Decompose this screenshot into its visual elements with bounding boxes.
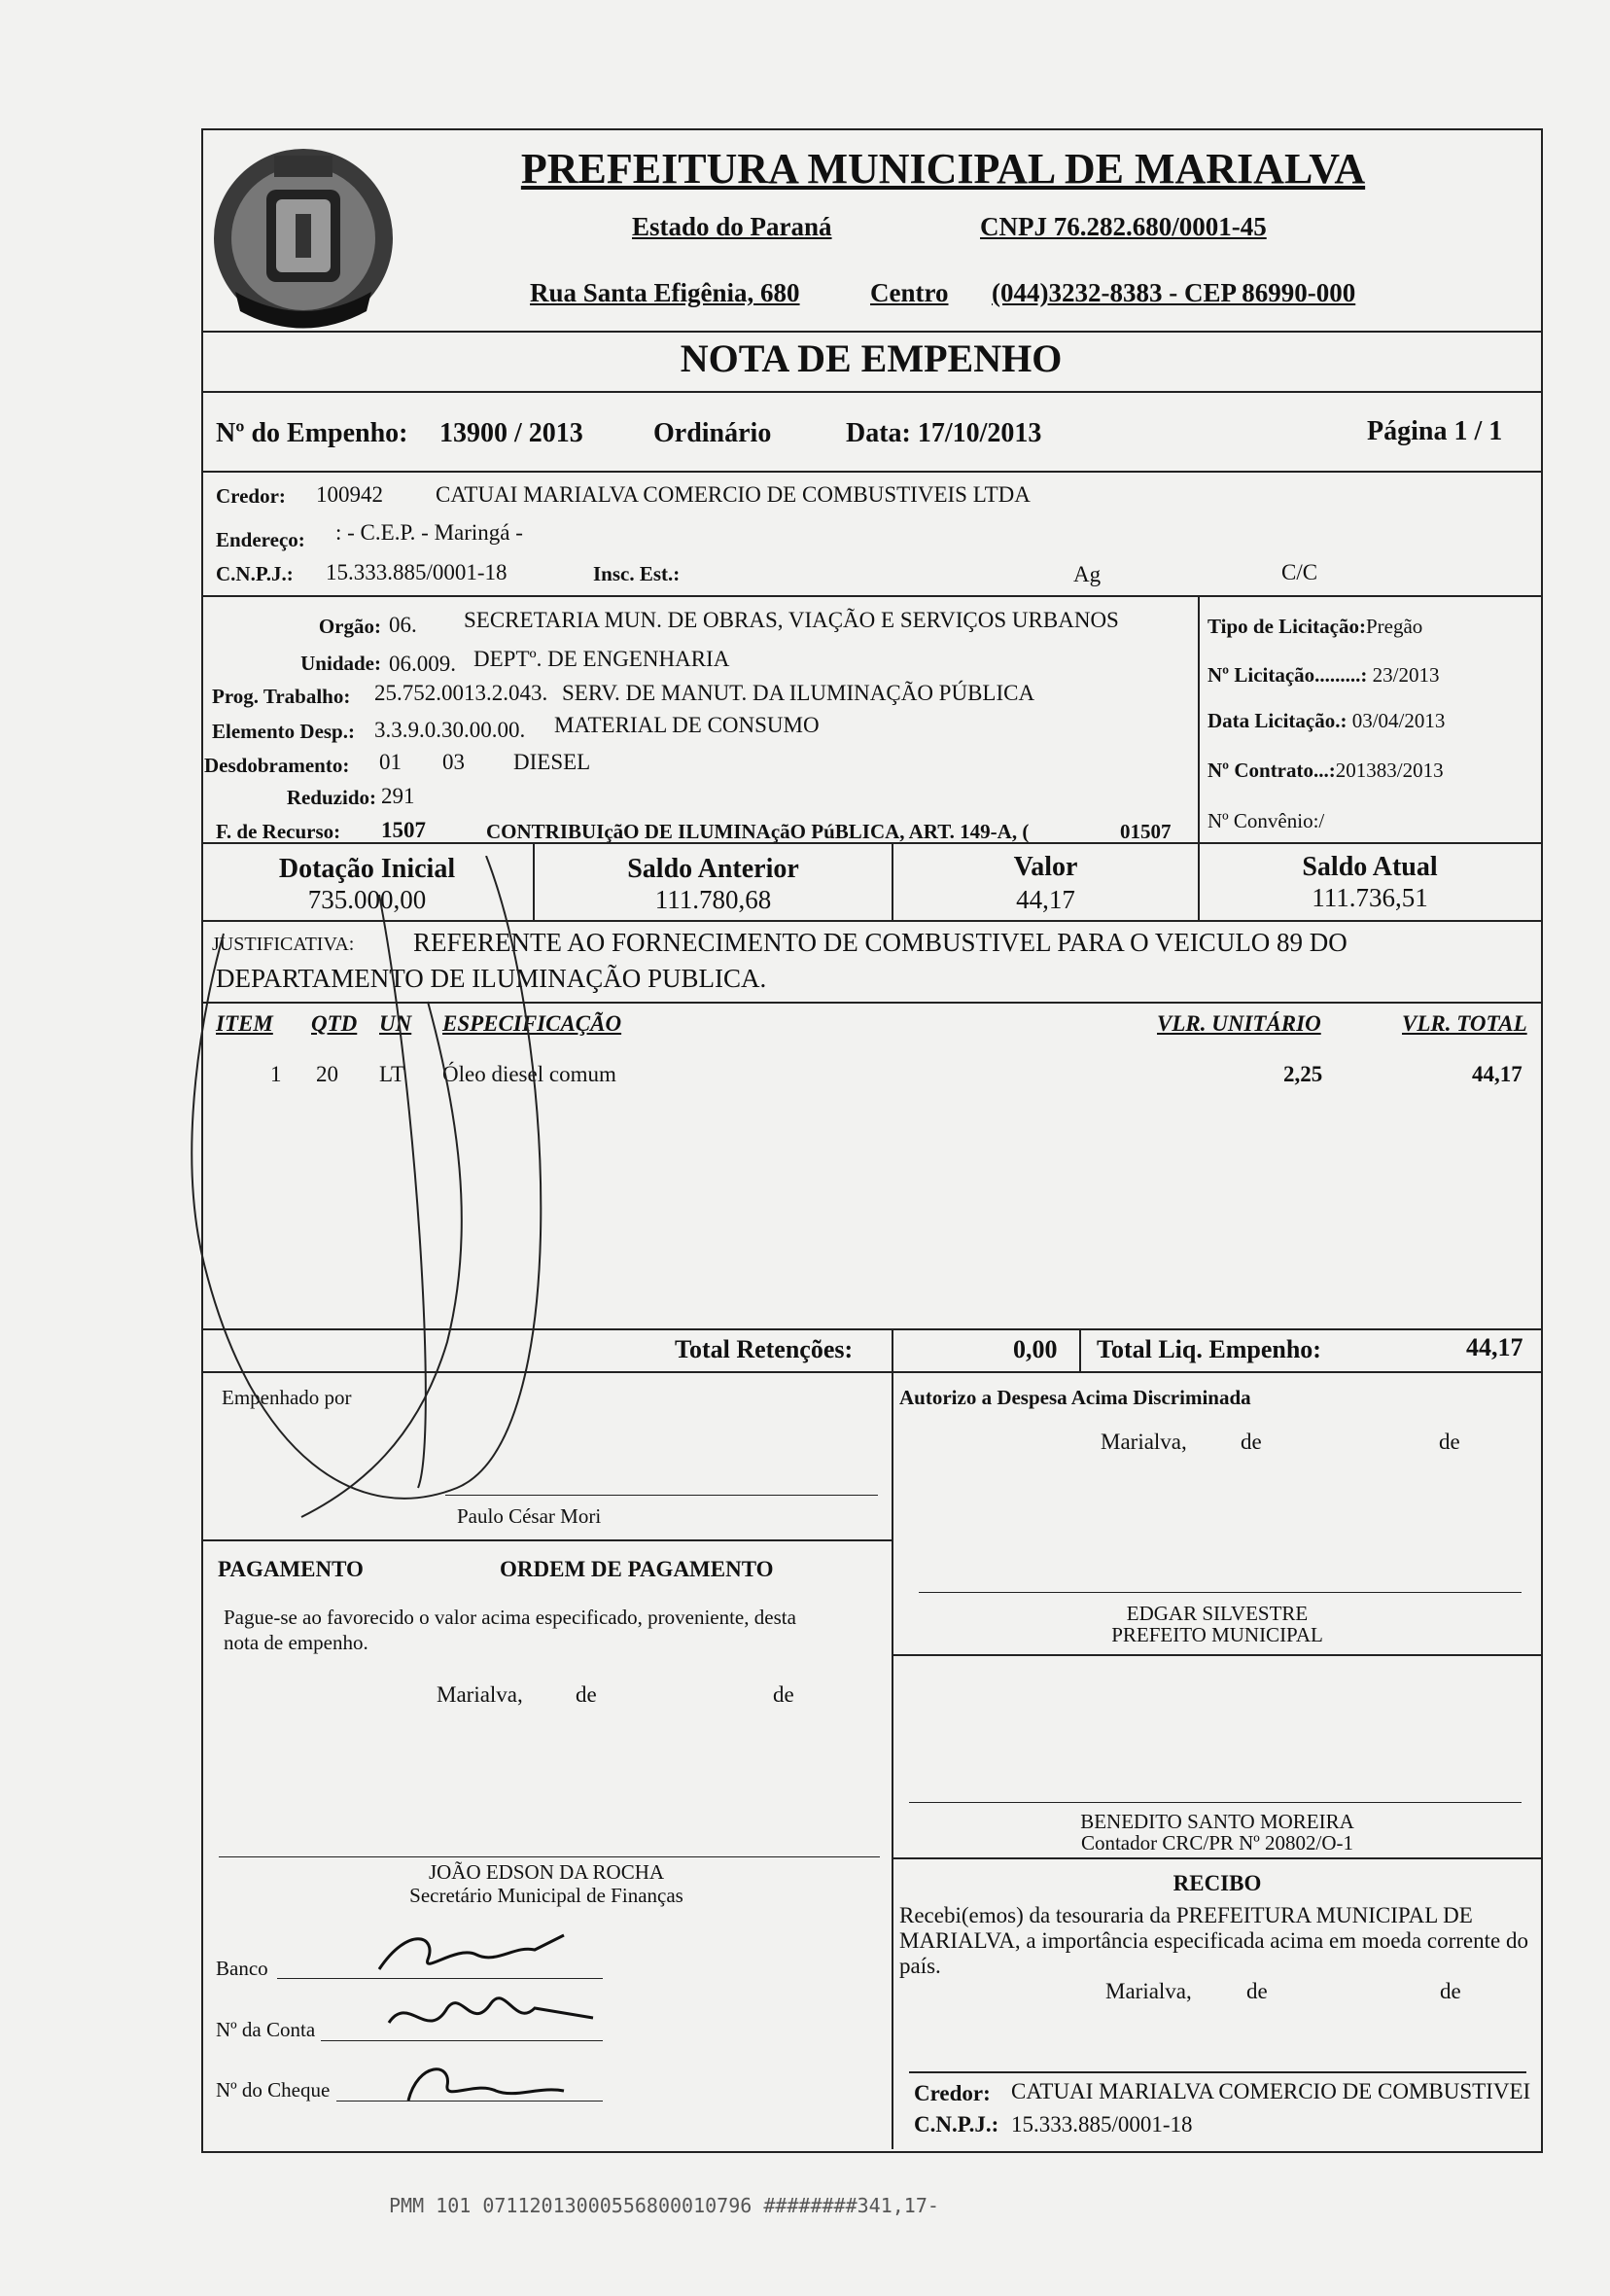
recurso-code: 1507 [381, 818, 426, 842]
autorizo-date-de-1: de [1241, 1430, 1262, 1454]
prog-desc: SERV. DE MANUT. DA ILUMINAÇÃO PÚBLICA [562, 681, 1035, 705]
contador-name: BENEDITO SANTO MOREIRA [1080, 1810, 1354, 1833]
empenho-number: 13900 / 2013 [439, 418, 583, 448]
col-header-item: ITEM [216, 1011, 273, 1036]
insc-est-label: Insc. Est.: [593, 562, 681, 585]
saldo-anterior-value: 111.780,68 [654, 885, 772, 914]
elemento-desc: MATERIAL DE CONSUMO [554, 713, 820, 737]
reduzido-value: 291 [381, 784, 415, 808]
data-licitacao-label: Data Licitação.: [1208, 709, 1352, 732]
pagamento-text-2: nota de empenho. [224, 1631, 368, 1654]
dotacao-inicial-label: Dotação Inicial [278, 854, 456, 884]
contrato-label: Nº Contrato...: [1208, 759, 1336, 782]
liquido-value: 44,17 [1466, 1333, 1523, 1361]
retencoes-label: Total Retenções: [675, 1335, 854, 1363]
divider [892, 1328, 893, 1371]
signature-line [219, 1856, 880, 1857]
row-qtd: 20 [316, 1062, 338, 1086]
row-unit-price: 2,25 [1283, 1062, 1323, 1086]
desdobramento-b: 03 [442, 750, 465, 774]
ink-stroke-mark [165, 856, 651, 1537]
pagamento-date-de-2: de [773, 1682, 794, 1707]
saldo-atual-label: Saldo Atual [1302, 852, 1438, 882]
pagamento-label: PAGAMENTO [218, 1557, 364, 1581]
divider [201, 331, 1541, 333]
banco-label: Banco [216, 1957, 268, 1980]
orgao-desc: SECRETARIA MUN. DE OBRAS, VIAÇÃO E SERVIÇOS URBANOS [464, 608, 1119, 632]
tipo-licitacao-value: Pregão [1365, 615, 1423, 638]
divider [201, 471, 1541, 473]
valor-label: Valor [1013, 852, 1078, 882]
contador-role: Contador CRC/PR Nº 20802/O-1 [1080, 1831, 1354, 1854]
pagamento-date-city: Marialva, [437, 1682, 523, 1707]
header-state: Estado do Paraná [632, 212, 832, 241]
handwritten-signature-marks [369, 1916, 622, 2120]
recibo-credor-value: CATUAI MARIALVA COMERCIO DE COMBUSTIVEI [1011, 2079, 1531, 2103]
retencoes-value: 0,00 [1013, 1335, 1058, 1363]
footer-code: PMM 101 07112013000556800010796 ########341,17- [389, 2194, 939, 2217]
recibo-line-1: Recebi(emos) da tesouraria da PREFEITURA MUNICIPAL DE [899, 1903, 1473, 1927]
divider [892, 1654, 1541, 1656]
empenho-date: Data: 17/10/2013 [846, 418, 1042, 448]
convenio-label: Nº Convênio:/ [1208, 809, 1325, 832]
prog-label: Prog. Trabalho: [212, 685, 351, 708]
signature-line [919, 1592, 1522, 1593]
prefeito-role: PREFEITO MUNICIPAL [1111, 1623, 1323, 1646]
desdobramento-desc: DIESEL [513, 750, 591, 774]
recibo-title: RECIBO [1172, 1871, 1262, 1895]
address-label: Endereço: [216, 528, 305, 551]
conta-label: Nº da Conta [216, 2018, 316, 2041]
signature-line [909, 1802, 1522, 1803]
credor-name: CATUAI MARIALVA COMERCIO DE COMBUSTIVEIS LTDA [436, 482, 1031, 507]
secretario-role: Secretário Municipal de Finanças [409, 1884, 683, 1907]
secretario-name: JOÃO EDSON DA ROCHA [428, 1860, 665, 1884]
justificativa-line-2: DEPARTAMENTO DE ILUMINAÇÃO PUBLICA. [216, 964, 767, 993]
cnpj-label: C.N.P.J.: [216, 562, 294, 585]
header-phone-cep: (044)3232-8383 - CEP 86990-000 [992, 278, 1356, 307]
orgao-code: 06. [389, 613, 417, 637]
num-licitacao-label: Nº Licitação.........: [1208, 663, 1373, 687]
credor-code: 100942 [316, 482, 383, 507]
pagamento-text-1: Pague-se ao favorecido o valor acima especificado, proveniente, desta [224, 1606, 796, 1629]
reduzido-label: Reduzido: [286, 786, 376, 809]
pagamento-date-de-1: de [576, 1682, 597, 1707]
divider [201, 1539, 892, 1541]
recibo-date-city: Marialva, [1105, 1979, 1192, 2003]
recibo-credor-label: Credor: [914, 2081, 991, 2105]
prog-code: 25.752.0013.2.043. [374, 681, 548, 705]
row-item: 1 [270, 1062, 282, 1086]
recibo-line-3: país. [899, 1954, 941, 1978]
recurso-label: F. de Recurso: [216, 820, 341, 843]
cnpj-value: 15.333.885/0001-18 [326, 560, 508, 584]
tipo-licitacao-label: Tipo de Licitação: [1208, 615, 1366, 638]
credor-label: Credor: [216, 484, 286, 508]
data-licitacao-value: 03/04/2013 [1351, 709, 1446, 732]
justificativa-line-1: REFERENTE AO FORNECIMENTO DE COMBUSTIVEL PARA O VEICULO 89 DO [413, 928, 1348, 957]
autorizo-date-city: Marialva, [1101, 1430, 1187, 1454]
divider [201, 842, 1541, 844]
ag-label: Ag [1073, 562, 1102, 586]
divider [201, 595, 1541, 597]
saldo-atual-value: 111.736,51 [1312, 883, 1428, 912]
recibo-cnpj-label: C.N.P.J.: [914, 2112, 999, 2137]
ordem-pagamento-label: ORDEM DE PAGAMENTO [500, 1557, 774, 1581]
col-header-total: VLR. TOTAL [1402, 1011, 1527, 1036]
num-licitacao-value: 23/2013 [1372, 663, 1440, 687]
desdobramento-a: 01 [379, 750, 402, 774]
empenhado-name: Paulo César Mori [457, 1504, 602, 1528]
recurso-code-2: 01507 [1120, 820, 1172, 843]
dotacao-inicial-value: 735.000,00 [307, 885, 427, 914]
recibo-cnpj-value: 15.333.885/0001-18 [1011, 2112, 1193, 2137]
unidade-label: Unidade: [300, 652, 381, 675]
recurso-desc: CONTRIBUIçãO DE ILUMINAçãO PúBLICA, ART. 149-A, ( [486, 820, 1030, 843]
col-header-spec: ESPECIFICAÇÃO [442, 1011, 622, 1036]
header-cnpj: CNPJ 76.282.680/0001-45 [980, 212, 1267, 241]
cheque-label: Nº do Cheque [216, 2078, 331, 2102]
header-title: PREFEITURA MUNICIPAL DE MARIALVA [520, 145, 1366, 193]
row-spec: Óleo diesel comum [442, 1062, 616, 1086]
empenho-label: Nº do Empenho: [216, 418, 408, 448]
empenho-type: Ordinário [653, 418, 772, 448]
col-header-qtd: QTD [311, 1011, 358, 1036]
elemento-label: Elemento Desp.: [212, 720, 355, 743]
liquido-label: Total Liq. Empenho: [1097, 1335, 1321, 1363]
col-header-un: UN [379, 1011, 412, 1036]
divider [201, 391, 1541, 393]
recibo-date-de-2: de [1440, 1979, 1461, 2003]
contrato-value: 201383/2013 [1335, 759, 1444, 782]
autorizo-label: Autorizo a Despesa Acima Discriminada [899, 1386, 1251, 1409]
page-number: Página 1 / 1 [1367, 416, 1503, 446]
divider [892, 1371, 893, 2149]
doc-title: NOTA DE EMPENHO [680, 336, 1063, 380]
desdobramento-label: Desdobramento: [204, 754, 350, 777]
recibo-date-de-1: de [1246, 1979, 1268, 2003]
empenhado-por-label: Empenhado por [222, 1386, 352, 1409]
autorizo-date-de-2: de [1439, 1430, 1460, 1454]
recibo-line-2: MARIALVA, a importância especificada acima em moeda corrente do [899, 1928, 1528, 1953]
divider [1079, 1328, 1081, 1371]
address-value: : - C.E.P. - Maringá - [335, 520, 523, 545]
row-total: 44,17 [1472, 1062, 1522, 1086]
col-header-unit-price: VLR. UNITÁRIO [1157, 1011, 1321, 1036]
prefeito-name: EDGAR SILVESTRE [1126, 1602, 1309, 1625]
saldo-anterior-label: Saldo Anterior [627, 854, 799, 884]
divider [892, 1857, 1541, 1859]
header-district: Centro [870, 278, 949, 307]
unidade-desc: DEPTº. DE ENGENHARIA [473, 647, 730, 671]
valor-value: 44,17 [1016, 885, 1075, 914]
header-street: Rua Santa Efigênia, 680 [530, 278, 800, 307]
elemento-code: 3.3.9.0.30.00.00. [374, 718, 526, 742]
unidade-code: 06.009. [389, 652, 456, 676]
divider [909, 2071, 1526, 2073]
divider [1198, 595, 1200, 842]
row-un: LT [379, 1062, 404, 1086]
orgao-label: Orgão: [318, 615, 381, 638]
justificativa-label: JUSTIFICATIVA: [212, 934, 355, 955]
cc-label: C/C [1281, 560, 1318, 584]
